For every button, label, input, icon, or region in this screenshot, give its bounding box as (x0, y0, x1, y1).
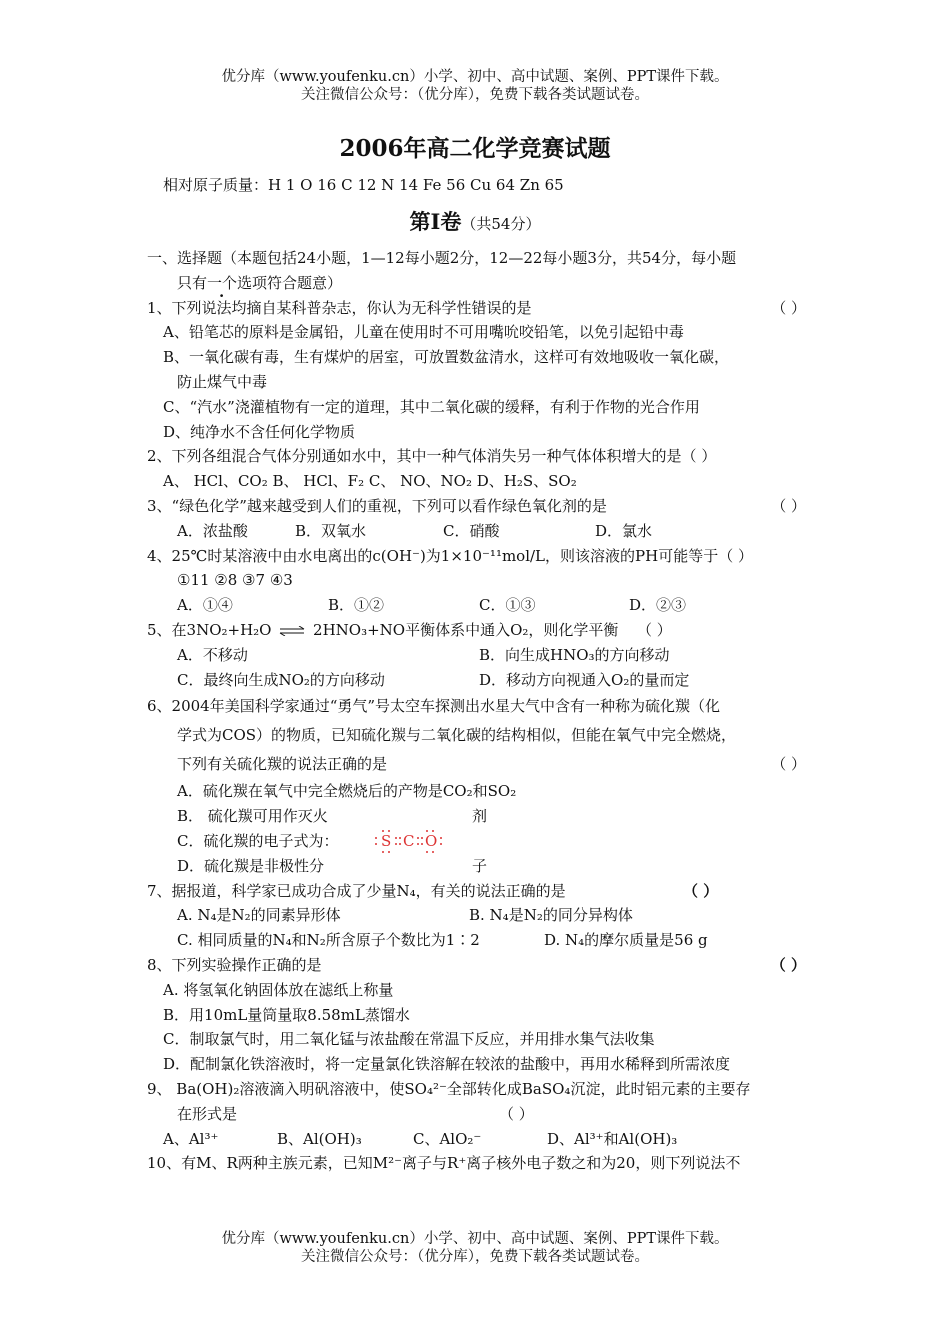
option-d: D、Al³⁺和Al(OH)₃ (547, 1129, 678, 1148)
option-a: A. N₄是N₂的同素异形体 (177, 906, 341, 925)
question-8-option-a: A. 将氢氧化钠固体放在滤纸上称量 (163, 980, 394, 999)
question-1-option-b-cont: 防止煤气中毒 (177, 372, 268, 391)
page-title: 2006年高二化学竞赛试题 (339, 135, 611, 162)
option-b: B．双氧水 (295, 521, 367, 540)
question-2-stem: 2、下列各组混合气体分别通如水中，其中一种气体消失另一种气体体积增大的是（ ） (147, 447, 717, 466)
option-a: A、Al³⁺ (163, 1129, 219, 1148)
answer-blank: （ ） (771, 298, 806, 317)
question-9-options (147, 1127, 812, 1152)
answer-blank: （ ） (683, 881, 719, 900)
option-d: D．移动方向视通入O₂的量而定 (479, 670, 690, 689)
option-b: B．①② (328, 596, 385, 615)
option-b: B、Al(OH)₃ (277, 1129, 362, 1148)
svg-text:S: S (381, 831, 392, 850)
question-2-options: A、 HCl、CO₂ B、 HCl、F₂ C、 NO、NO₂ D、H₂S、SO₂ (163, 472, 577, 491)
question-8-option-d: D．配制氯化铁溶液时，将一定量氯化铁溶解在较浓的盐酸中，再用水稀释到所需浓度 (163, 1055, 731, 1074)
header-line-2: 关注微信公众号：（优分库），免费下载各类试题试卷。 (301, 87, 649, 103)
question-6-stem-2: 学式为COS）的物质，已知硫化羰与二氧化碳的结构相似，但能在氧气中完全燃烧， (177, 726, 737, 745)
question-3-options (147, 519, 812, 544)
option-d: D．②③ (629, 596, 687, 615)
question-8-option-b: B．用10mL量筒量取8.58mL蒸馏水 (163, 1005, 410, 1024)
question-9-stem-1: 9、 Ba(OH)₂溶液滴入明矾溶液中，使SO₄²⁻全部转化成BaSO₄沉淀，此时铝元素的主要存 (147, 1079, 751, 1098)
question-1-option-a: A、铅笔芯的原料是金属铅，儿童在使用时不可用嘴吮咬铅笔，以免引起铅中毒 (163, 323, 684, 342)
question-1-option-d: D、纯净水不含任何化学物质 (163, 422, 356, 441)
question-4-items: ①11 ②8 ③7 ④3 (177, 571, 293, 590)
option-d: D. N₄的摩尔质量是56 g (544, 931, 708, 950)
question-8-stem: 8、下列实验操作正确的是 （ ） (147, 953, 812, 978)
section-heading: 一、选择题（本题包括24小题，1—12每小题2分，12—22每小题3分，共54分，每小题 (147, 249, 737, 267)
question-1-option-b: B、一氧化碳有毒，生有煤炉的居室，可放置数盆清水，这样可有效地吸收一氧化碳， (163, 348, 730, 367)
option-a: A．不移动 (177, 645, 248, 664)
option-a: A．浓盐酸 (177, 521, 248, 540)
question-4-options (147, 593, 812, 618)
header-line-1: 优分库（www.youfenku.cn）小学、初中、高中试题、案例、PPT课件下载。 (221, 69, 729, 85)
answer-blank: （ ） (499, 1104, 534, 1123)
footer-line-1: 优分库（www.youfenku.cn）小学、初中、高中试题、案例、PPT课件下载。 (221, 1231, 729, 1247)
option-c: C. 相同质量的N₄和N₂所含原子个数比为1∶2 (177, 931, 480, 950)
option-b: B．向生成HNO₃的方向移动 (479, 645, 670, 664)
answer-blank: （ ） (770, 955, 806, 974)
option-c: C．硝酸 (443, 521, 500, 540)
question-5-options-ab (147, 643, 812, 668)
questions (147, 246, 812, 1176)
question-6-stem-3: 下列有关硫化羰的说法正确的是 （ ） (147, 750, 812, 779)
option-c: C、AlO₂⁻ (413, 1129, 482, 1148)
section-heading-cont: 只有一个选项符合题意） (177, 273, 343, 292)
atomic-masses: 相对原子质量：H 1 O 16 C 12 N 14 Fe 56 Cu 64 Zn 65 (163, 176, 564, 194)
emphasis-text: 一个 (207, 273, 238, 292)
question-8-option-c: C．制取氯气时，用二氧化锰与浓盐酸在常温下反应，并用排水集气法收集 (163, 1030, 655, 1049)
answer-blank: （ ） (771, 755, 806, 774)
question-6-option-d: D．硫化羰是非极性分 子 (177, 856, 488, 875)
question-6-stem-1: 6、2004年美国科学家通过“勇气”号太空车探测出水星大气中含有一种称为硫化羰（化 (147, 697, 721, 716)
question-7-stem: 7、据报道，科学家已成功合成了少量N₄，有关的说法正确的是 （ ） (147, 879, 812, 904)
equilibrium-arrows-icon (278, 626, 306, 636)
question-6-option-a: A．硫化羰在氧气中完全燃烧后的产物是CO₂和SO₂ (177, 782, 517, 801)
answer-blank: （ ） (637, 620, 672, 639)
option-b: B. N₄是N₂的同分异构体 (469, 906, 633, 925)
option-d: D．氯水 (595, 521, 653, 540)
footer-line-2: 关注微信公众号：（优分库），免费下载各类试题试卷。 (301, 1249, 649, 1265)
question-10-stem: 10、有M、R两种主族元素，已知M²⁻离子与R⁺离子核外电子数之和为20，则下列说法不 (147, 1154, 741, 1173)
question-5-options-cd (147, 668, 812, 693)
question-3-stem: 3、“绿色化学”越来越受到人们的重视，下列可以看作绿色氧化剂的是 （ ） (147, 494, 812, 519)
option-c: C．最终向生成NO₂的方向移动 (177, 670, 385, 689)
answer-blank: （ ） (771, 496, 806, 515)
question-6-option-b: B． 硫化羰可用作灭火 剂 (177, 807, 488, 826)
question-9-stem-2: 在形式是 （ ） (147, 1102, 812, 1127)
question-5-stem: 5、在3NO₂+H₂O 2HNO₃+NO平衡体系中通入O₂，则化学平衡 （ ） (147, 618, 812, 643)
electron-formula-cos (367, 826, 447, 856)
question-7-options-cd (147, 928, 812, 953)
question-1-stem: 1、下列说法均摘自某科普杂志，你认为无科学性错误的是 （ ） (147, 296, 812, 321)
question-4-stem: 4、25℃时某溶液中由水电离出的c(OH⁻)为1×10⁻¹¹mol/L，则该溶液的PH可能等于（ ） (147, 546, 753, 565)
question-1-option-c: C、“汽水”浇灌植物有一定的道理，其中二氧化碳的缓释，有利于作物的光合作用 (163, 397, 700, 416)
volume-heading (0, 206, 950, 236)
option-c: C．①③ (479, 596, 536, 615)
question-6-option-c: C．硫化羰的电子式为： S C O (147, 829, 812, 854)
svg-text:C: C (403, 831, 415, 850)
question-7-options-ab (147, 903, 812, 928)
option-a: A．①④ (177, 596, 233, 615)
volume-title: 第Ⅰ卷 (409, 209, 462, 234)
svg-text:O: O (425, 831, 438, 850)
volume-score: （共54分） (461, 215, 541, 233)
